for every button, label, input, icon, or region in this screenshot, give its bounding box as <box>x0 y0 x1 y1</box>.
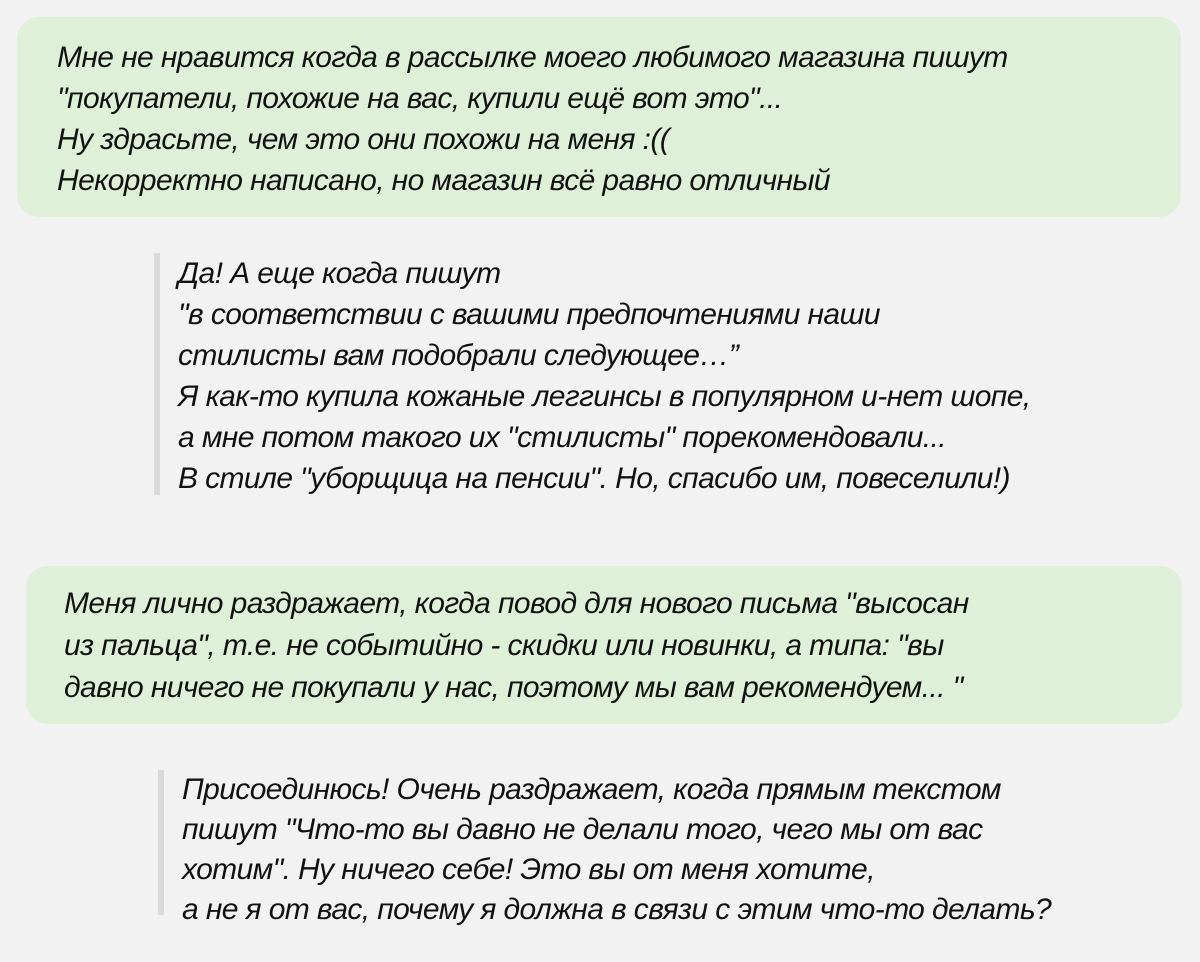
comment-text-line: Некорректно написано, но магазин всё равно отличный <box>57 164 830 197</box>
comment-bubble-2 <box>26 566 1182 724</box>
reply-text-line: Да! А еще когда пишут <box>178 257 501 290</box>
reply-text-line: Присоединюсь! Очень раздражает, когда прямым текстом <box>182 773 1001 806</box>
comment-text-line: из пальца", т.е. не событийно - скидки или новинки, а типа: "вы <box>64 629 944 662</box>
reply-text-line: стилисты вам подобрали следующее…” <box>178 339 739 372</box>
comment-text-line: "покупатели, похожие на вас, купили ещё вот это"... <box>57 82 783 115</box>
reply-text-line: "в соответствии с вашими предпочтениями наши <box>178 298 880 331</box>
comment-text-line: Ну здрасьте, чем это они похожи на меня :(( <box>57 123 670 156</box>
reply-comment-2 <box>158 770 1188 926</box>
comment-text-line: Меня лично раздражает, когда повод для нового письма "высосан <box>64 587 969 620</box>
reply-text-line: хотим". Ну ничего себе! Это вы от меня хотите, <box>182 853 875 886</box>
reply-text-line: а мне потом такого их "стилисты" порекомендовали... <box>178 421 947 454</box>
reply-quote-bar <box>154 253 160 495</box>
reply-text-line: пишут "Что-то вы давно не делали того, чего мы от вас <box>182 813 983 846</box>
comment-bubble-1 <box>17 17 1181 217</box>
comment-text-line: Мне не нравится когда в рассылке моего любимого магазина пишут <box>57 41 1008 74</box>
reply-text-line: Я как-то купила кожаные леггинсы в популярном и-нет шопе, <box>178 380 1031 413</box>
comment-text-line: давно ничего не покупали у нас, поэтому мы вам рекомендуем... " <box>64 671 963 704</box>
reply-text-line: а не я от вас, почему я должна в связи с этим что-то делать? <box>182 893 1052 926</box>
reply-text-line: В стиле "уборщица на пенсии". Но, спасибо им, повеселили!) <box>178 462 1010 495</box>
reply-comment-1 <box>154 253 1194 495</box>
reply-quote-bar <box>158 770 164 915</box>
